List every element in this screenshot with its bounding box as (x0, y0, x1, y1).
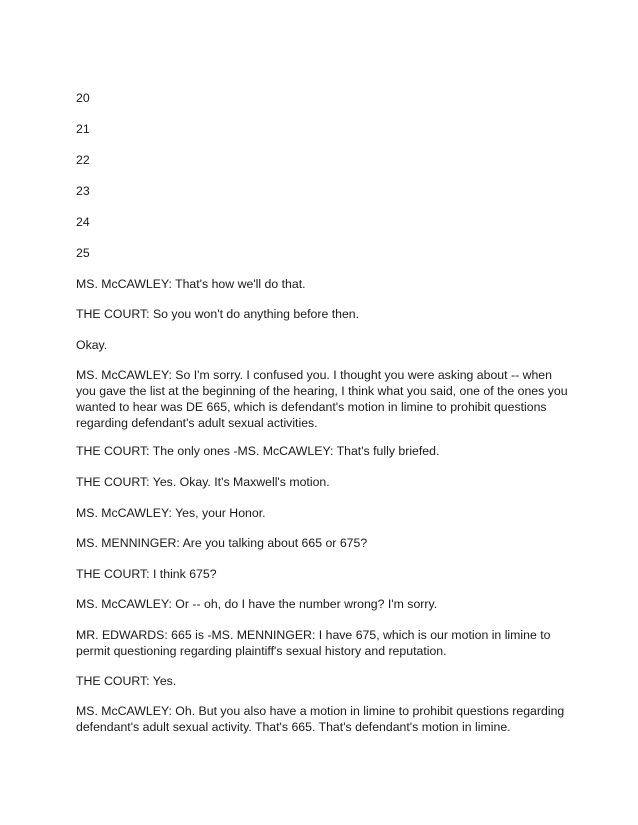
line-number-22: 22 (76, 153, 90, 167)
line-number-21: 21 (76, 122, 90, 136)
transcript-paragraph: Okay. (76, 338, 108, 352)
transcript-paragraph: MS. McCAWLEY: So I'm sorry. I confused you. I thought you were asking about -- when you gave the list at the beginning of the hearing, I think what you said, one of the ones you wanted to hear was DE 665, which is defendant's motion in limine to prohibit questions regarding defendant's adult sexual activities. (76, 368, 568, 430)
line-number-25: 25 (76, 246, 90, 260)
transcript-paragraph: MR. EDWARDS: 665 is -MS. MENNINGER: I have 675, which is our motion in limine to permit questioning regarding plaintiff's sexual history and reputation. (76, 628, 551, 658)
line-number-23: 23 (76, 184, 90, 198)
transcript-paragraph: MS. McCAWLEY: That's how we'll do that. (76, 277, 306, 291)
transcript-paragraph: MS. McCAWLEY: Or -- oh, do I have the number wrong? I'm sorry. (76, 597, 438, 611)
transcript-paragraph: THE COURT: I think 675? (76, 567, 217, 581)
transcript-paragraph: MS. McCAWLEY: Oh. But you also have a motion in limine to prohibit questions regarding defendant's adult sexual activity. That's 665. That's defendant's motion in limine. (76, 704, 565, 734)
line-number-20: 20 (76, 91, 90, 105)
transcript-paragraph: THE COURT: Yes. Okay. It's Maxwell's motion. (76, 475, 330, 489)
transcript-paragraph: THE COURT: Yes. (76, 674, 177, 688)
transcript-paragraph: THE COURT: The only ones -MS. McCAWLEY: That's fully briefed. (76, 444, 440, 458)
transcript-paragraph: MS. McCAWLEY: Yes, your Honor. (76, 506, 266, 520)
transcript-paragraph: MS. MENNINGER: Are you talking about 665 or 675? (76, 536, 368, 550)
transcript-paragraph: THE COURT: So you won't do anything before then. (76, 307, 360, 321)
line-number-24: 24 (76, 215, 90, 229)
